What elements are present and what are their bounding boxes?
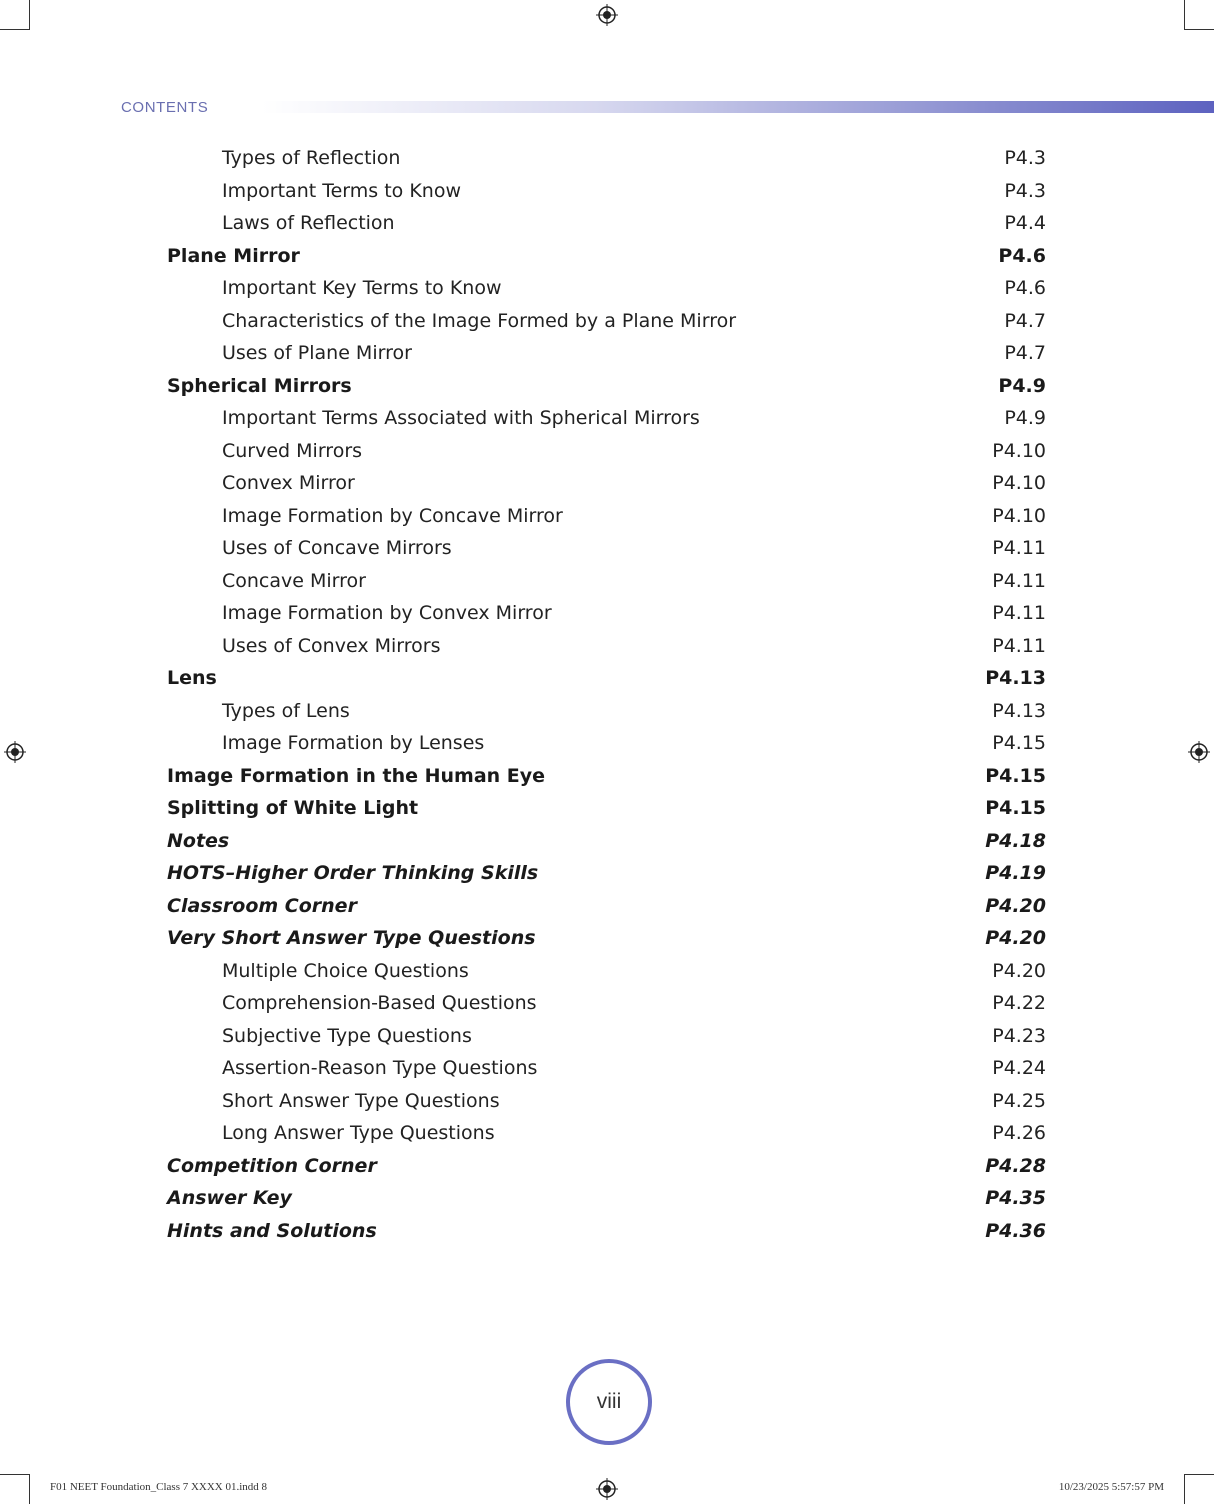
toc-entry[interactable]	[0, 890, 1214, 923]
toc-entry-page: P4.10	[992, 439, 1046, 462]
toc-entry-title: Characteristics of the Image Formed by a Plane Mirror	[222, 309, 737, 332]
toc-entry[interactable]	[0, 1085, 1214, 1118]
toc-entry[interactable]	[0, 1052, 1214, 1085]
crop-mark-top-right-h	[1184, 29, 1214, 30]
toc-entry[interactable]	[0, 565, 1214, 598]
crop-mark-top-left-v	[29, 0, 30, 30]
toc-entry-page: P4.36	[985, 1219, 1046, 1242]
toc-entry-title: Important Key Terms to Know	[222, 277, 502, 299]
toc-entry-title: Long Answer Type Questions	[222, 1122, 495, 1144]
toc-entry[interactable]	[0, 662, 1214, 695]
toc-entry-title: Short Answer Type Questions	[222, 1089, 500, 1112]
toc-entry[interactable]	[0, 500, 1214, 533]
toc-entry-title: Very Short Answer Type Questions	[167, 927, 536, 949]
toc-entry-title: Answer Key	[167, 1187, 292, 1209]
toc-entry-title: Assertion-Reason Type Questions	[222, 1057, 538, 1079]
toc-entry[interactable]	[0, 175, 1214, 208]
toc-entry-page: P4.11	[992, 602, 1046, 624]
page-number-badge	[566, 1359, 652, 1445]
toc-entry[interactable]	[0, 955, 1214, 988]
toc-entry-page: P4.6	[998, 244, 1046, 267]
toc-entry-title: Uses of Convex Mirrors	[222, 634, 441, 657]
toc-entry-page: P4.11	[992, 569, 1046, 592]
toc-entry-title: Types of Lens	[222, 699, 350, 722]
toc-entry-page: P4.7	[1004, 342, 1046, 364]
toc-entry[interactable]	[0, 532, 1214, 565]
toc-entry-title: Splitting of White Light	[167, 797, 419, 819]
crop-mark-bottom-right-h	[1184, 1474, 1214, 1475]
toc-entry[interactable]	[0, 727, 1214, 760]
toc-entry-title: Competition Corner	[167, 1154, 377, 1177]
toc-entry[interactable]	[0, 337, 1214, 370]
toc-entry-title: Important Terms to Know	[222, 179, 462, 202]
toc-entry-page: P4.10	[992, 472, 1046, 494]
toc-entry-page: P4.20	[992, 959, 1046, 982]
contents-header: CONTENTS	[121, 99, 209, 116]
toc-entry-page: P4.13	[985, 667, 1046, 689]
toc-entry-page: P4.20	[985, 894, 1046, 917]
toc-entry-page: P4.6	[1004, 277, 1046, 299]
toc-entry-title: Curved Mirrors	[222, 439, 363, 462]
toc-entry-title: Comprehension-Based Questions	[222, 992, 537, 1014]
footer-file-name: F01 NEET Foundation_Class 7 XXXX 01.indd 8	[50, 1481, 268, 1493]
toc-entry-page: P4.35	[985, 1187, 1046, 1209]
registration-mark-icon	[596, 4, 618, 26]
toc-entry[interactable]	[0, 760, 1214, 793]
toc-entry-title: Image Formation by Convex Mirror	[222, 602, 552, 624]
toc-entry-title: Laws of Reflection	[222, 212, 395, 234]
toc-entry-page: P4.11	[992, 634, 1046, 657]
toc-entry-page: P4.23	[992, 1024, 1046, 1047]
toc-entry-page: P4.28	[985, 1154, 1046, 1177]
toc-entry[interactable]	[0, 305, 1214, 338]
toc-entry[interactable]	[0, 597, 1214, 630]
toc-entry-title: Classroom Corner	[167, 894, 357, 917]
toc-entry[interactable]	[0, 1182, 1214, 1215]
toc-entry-page: P4.20	[985, 927, 1046, 949]
toc-entry-title: Uses of Plane Mirror	[222, 342, 412, 364]
header-gradient-bar	[262, 101, 1214, 113]
toc-entry[interactable]	[0, 240, 1214, 273]
toc-entry-page: P4.25	[992, 1089, 1046, 1112]
toc-entry-title: Subjective Type Questions	[222, 1024, 472, 1047]
toc-entry-title: Multiple Choice Questions	[222, 959, 469, 982]
page-number: viii	[596, 1390, 622, 1413]
toc-entry[interactable]	[0, 825, 1214, 858]
toc-entry[interactable]	[0, 272, 1214, 305]
toc-entry-title: HOTS–Higher Order Thinking Skills	[167, 862, 539, 884]
toc-entry-page: P4.4	[1004, 212, 1046, 234]
toc-entry-title: Image Formation by Concave Mirror	[222, 504, 563, 527]
toc-entry-title: Plane Mirror	[167, 244, 300, 267]
toc-entry[interactable]	[0, 435, 1214, 468]
toc-entry-title: Hints and Solutions	[167, 1219, 377, 1242]
toc-entry-page: P4.22	[992, 992, 1046, 1014]
toc-entry[interactable]	[0, 142, 1214, 175]
registration-mark-icon	[596, 1478, 618, 1500]
toc-entry[interactable]	[0, 792, 1214, 825]
toc-entry-page: P4.10	[992, 504, 1046, 527]
toc-entry[interactable]	[0, 695, 1214, 728]
toc-entry-page: P4.18	[985, 829, 1046, 852]
crop-mark-bottom-left-h	[0, 1474, 30, 1475]
toc-entry[interactable]	[0, 402, 1214, 435]
toc-entry-page: P4.9	[1004, 407, 1046, 429]
toc-entry-page: P4.11	[992, 537, 1046, 559]
toc-entry-page: P4.13	[992, 699, 1046, 722]
toc-entry-page: P4.7	[1004, 309, 1046, 332]
toc-entry[interactable]	[0, 922, 1214, 955]
crop-mark-bottom-left-v	[29, 1474, 30, 1504]
toc-entry-title: Convex Mirror	[222, 472, 355, 494]
toc-entry-title: Image Formation in the Human Eye	[167, 764, 546, 787]
toc-entry[interactable]	[0, 857, 1214, 890]
toc-entry-title: Notes	[167, 829, 230, 852]
toc-entry-title: Spherical Mirrors	[167, 374, 352, 397]
toc-entry[interactable]	[0, 1215, 1214, 1248]
table-of-contents	[0, 142, 1214, 1247]
toc-entry[interactable]	[0, 630, 1214, 663]
crop-mark-top-left-h	[0, 29, 30, 30]
toc-entry-title: Uses of Concave Mirrors	[222, 537, 452, 559]
toc-entry-page: P4.3	[1004, 147, 1046, 169]
toc-entry-title: Important Terms Associated with Spherical Mirrors	[222, 407, 700, 429]
crop-mark-top-right-v	[1184, 0, 1185, 30]
toc-entry-page: P4.3	[1004, 179, 1046, 202]
toc-entry[interactable]	[0, 370, 1214, 403]
toc-entry-page: P4.24	[992, 1057, 1046, 1079]
toc-entry-title: Concave Mirror	[222, 569, 366, 592]
toc-entry[interactable]	[0, 987, 1214, 1020]
toc-entry-title: Lens	[167, 667, 217, 689]
toc-entry-page: P4.19	[985, 862, 1046, 884]
toc-entry[interactable]	[0, 467, 1214, 500]
toc-entry[interactable]	[0, 1150, 1214, 1183]
crop-mark-bottom-right-v	[1184, 1474, 1185, 1504]
toc-entry-title: Types of Reflection	[222, 147, 401, 169]
toc-entry-title: Image Formation by Lenses	[222, 732, 485, 754]
toc-entry[interactable]	[0, 207, 1214, 240]
toc-entry-page: P4.15	[985, 764, 1046, 787]
toc-entry-page: P4.15	[985, 797, 1046, 819]
footer-timestamp: 10/23/2025 5:57:57 PM	[1058, 1481, 1164, 1493]
toc-entry-page: P4.26	[992, 1122, 1046, 1144]
toc-entry-page: P4.15	[992, 732, 1046, 754]
toc-entry[interactable]	[0, 1117, 1214, 1150]
toc-entry[interactable]	[0, 1020, 1214, 1053]
toc-entry-page: P4.9	[998, 374, 1046, 397]
